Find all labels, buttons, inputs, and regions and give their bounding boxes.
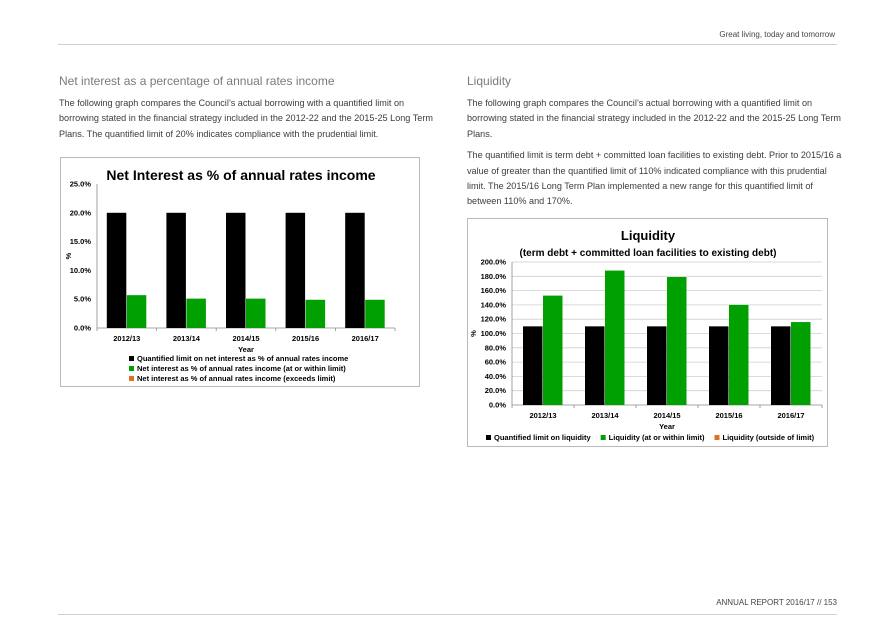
y-tick-label: 200.0% [480,257,506,267]
legend-label: Liquidity (outside of limit) [722,433,815,442]
footer-divider [58,614,837,615]
x-tick-label: 2015/16 [292,334,320,343]
legend-swatch [601,435,606,440]
y-tick-label: 10.0% [69,265,91,275]
chart-subtitle: (term debt + committed loan facilities to existing debt) [519,248,777,259]
liquidity-chart [467,218,828,447]
bar-2016-17-s1 [365,300,385,328]
bar-2014-15-s0 [226,213,246,328]
y-tick-label: 0.0% [488,400,506,410]
liquidity-paragraph-2: The quantified limit is term debt + committed loan facilities to existing debt. Prior to 2015/16 a value of greater than the quantified limit of 110% indicated compliance with this prudential limit. The 2015/16 Long Term Plan implemented a new range for this quantified limit of between 110% and 170%. [467,150,842,207]
liquidity-paragraph-1: The following graph compares the Council’s actual borrowing with a quantified limit on borrowing stated in the financial strategy included in the 2012-22 and the 2015-25 Long Term Plans. [467,98,841,139]
liquidity-section [467,74,845,216]
net-interest-title: Net interest as a percentage of annual rates income [59,74,335,88]
x-tick-label: 2016/17 [777,411,805,420]
net-interest-paragraph: The following graph compares the Council’s actual borrowing with a quantified limit on borrowing stated in the financial strategy included in the 2012-22 and the 2015-25 Long Term Plans. The quantified limit of 20% indicates compliance with the prudential limit. [59,98,433,139]
bar-2015-16-s0 [709,326,729,405]
y-tick-label: 120.0% [480,314,506,324]
header-tagline: Great living, today and tomorrow [719,30,835,39]
y-tick-label: 180.0% [480,271,506,281]
net-interest-chart-svg [61,158,419,386]
liquidity-chart-svg [468,219,827,446]
legend-label: Net interest as % of annual rates income (exceeds limit) [137,374,336,383]
bar-2012-13-s0 [107,213,127,328]
y-axis-label: % [64,252,73,260]
liquidity-title: Liquidity [467,74,512,88]
legend-swatch [129,356,134,361]
footer-page-info: ANNUAL REPORT 2016/17 // 153 [716,598,837,607]
header-divider [58,44,837,45]
y-tick-label: 100.0% [480,329,506,338]
bar-2014-15-s1 [246,299,266,328]
y-tick-label: 0.0% [73,323,91,333]
x-axis-label: Year [659,422,675,431]
bar-2014-15-s1 [667,277,687,405]
chart-title: Net Interest as % of annual rates income [106,167,376,183]
y-axis-label: % [469,330,478,337]
legend-swatch [129,366,134,371]
legend-swatch [715,435,720,440]
y-tick-label: 60.0% [484,357,506,367]
x-axis-label: Year [238,345,254,354]
y-tick-label: 140.0% [480,300,506,310]
bar-2013-14-s1 [605,271,625,405]
bar-2015-16-s1 [729,305,749,405]
y-tick-label: 5.0% [73,294,91,304]
y-tick-label: 20.0% [484,386,506,396]
legend-swatch [129,376,134,381]
bar-2013-14-s1 [186,299,206,328]
x-tick-label: 2014/15 [653,411,681,420]
bar-2012-13-s0 [523,326,543,405]
legend-label: Net interest as % of annual rates income (at or within limit) [137,364,346,373]
bar-2013-14-s0 [585,326,605,405]
legend-swatch [486,435,491,440]
y-tick-label: 25.0% [69,179,91,189]
x-tick-label: 2014/15 [232,334,260,343]
chart-title: Liquidity [620,228,676,243]
bar-2016-17-s1 [791,322,811,405]
y-tick-label: 15.0% [69,237,91,247]
y-tick-label: 20.0% [69,208,91,218]
bar-2015-16-s0 [286,213,306,328]
bar-2016-17-s0 [771,326,791,405]
legend-label: Liquidity (at or within limit) [608,433,705,442]
bar-2012-13-s1 [543,296,563,405]
y-tick-label: 160.0% [480,286,506,296]
x-tick-label: 2013/14 [591,411,619,420]
net-interest-section [59,74,437,148]
bar-2014-15-s0 [647,326,667,405]
net-interest-chart [60,157,420,387]
x-tick-label: 2016/17 [351,334,379,343]
y-tick-label: 80.0% [484,343,506,353]
x-tick-label: 2013/14 [172,334,200,343]
legend-label: Quantified limit on net interest as % of annual rates income [137,354,349,363]
legend-label: Quantified limit on liquidity [494,433,591,442]
y-tick-label: 40.0% [484,371,506,381]
x-tick-label: 2015/16 [715,411,743,420]
x-tick-label: 2012/13 [529,411,557,420]
x-tick-label: 2012/13 [113,334,141,343]
bar-2012-13-s1 [127,295,147,328]
bar-2016-17-s0 [345,213,365,328]
bar-2013-14-s0 [166,213,186,328]
bar-2015-16-s1 [306,300,326,328]
